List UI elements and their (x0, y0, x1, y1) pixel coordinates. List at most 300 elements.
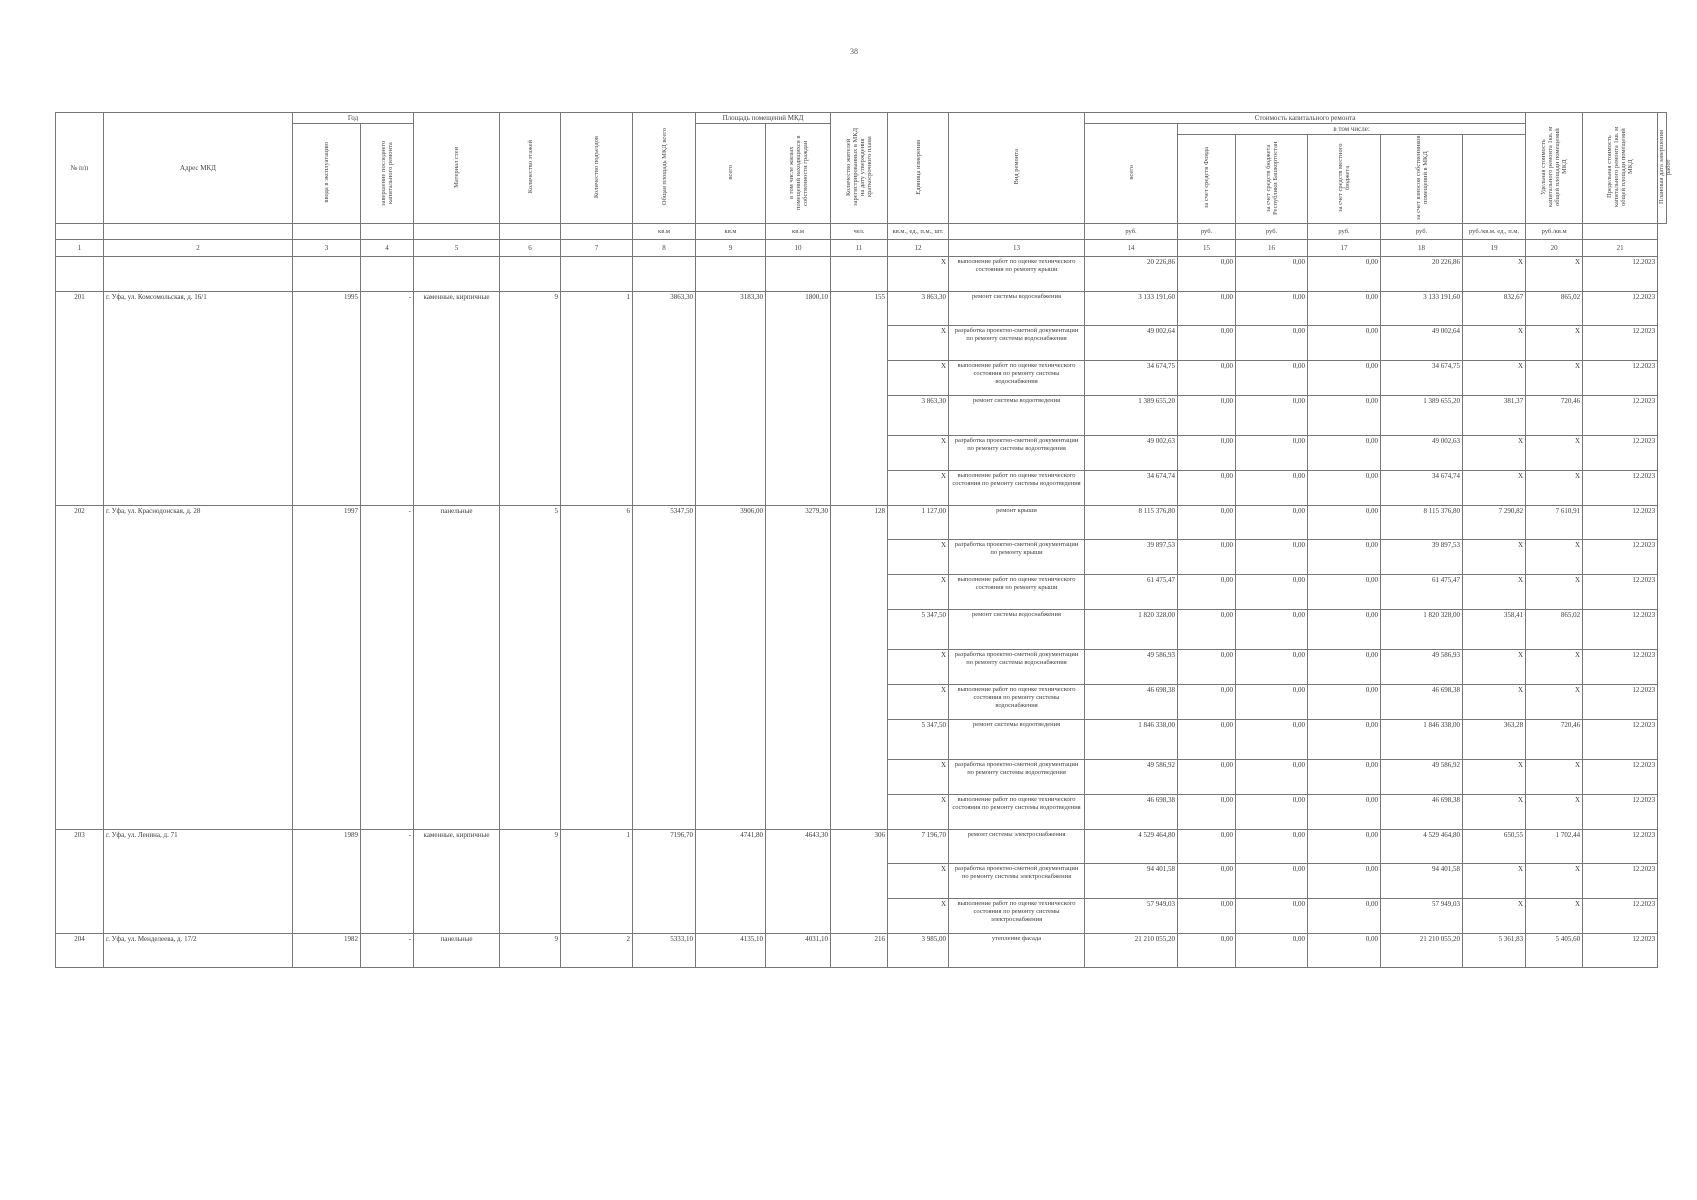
cell-republic: 0,00 (1236, 396, 1308, 436)
cell-owners: 49 002,63 (1381, 436, 1463, 471)
cell-total: 21 210 055,20 (1085, 934, 1178, 968)
header-unit-cost: Удельная стоимость капитального ремонта 1кв. м общей площади помещений МКД (1526, 113, 1583, 224)
cell-total: 20 226,86 (1085, 257, 1178, 292)
cell-max-cost: X (1526, 650, 1583, 685)
cell-work: ремонт системы водоснабжения (949, 292, 1085, 326)
cell-total: 1 389 655,20 (1085, 396, 1178, 436)
column-number-cell: 3 (293, 240, 361, 257)
cell-entrances: 1 (561, 292, 633, 506)
cell-owners: 34 674,74 (1381, 471, 1463, 506)
cell-unit: X (888, 326, 949, 361)
cell-unit-cost: X (1463, 257, 1526, 292)
cell-local: 0,00 (1308, 830, 1381, 864)
cell-max-cost: X (1526, 575, 1583, 610)
cell-unit: X (888, 864, 949, 899)
cell-owners: 21 210 055,20 (1381, 934, 1463, 968)
cell-fund: 0,00 (1178, 326, 1236, 361)
header-address: Адрес МКД (104, 113, 293, 224)
cell-owners: 94 401,58 (1381, 864, 1463, 899)
cell-year: 1997 (293, 506, 361, 830)
column-number-cell: 20 (1526, 240, 1583, 257)
cell-fund: 0,00 (1178, 720, 1236, 760)
cell-owners: 57 949,03 (1381, 899, 1463, 934)
cell-unit-cost: 5 361,83 (1463, 934, 1526, 968)
header-area-all: всего (696, 124, 766, 224)
cell-owners: 34 674,75 (1381, 361, 1463, 396)
cell-max-cost: X (1526, 540, 1583, 575)
cell-date: 12.2023 (1583, 326, 1658, 361)
unit-header-cell: чел. (831, 224, 888, 240)
column-number-cell: 14 (1085, 240, 1178, 257)
cell-republic: 0,00 (1236, 650, 1308, 685)
cell-unit: X (888, 575, 949, 610)
cell-total-area: 5333,10 (633, 934, 696, 968)
cell-unit-cost: 363,28 (1463, 720, 1526, 760)
cell-local: 0,00 (1308, 396, 1381, 436)
cell-unit: X (888, 685, 949, 720)
cell-max-cost: 720,46 (1526, 396, 1583, 436)
cell-unit: X (888, 650, 949, 685)
cell-address: г. Уфа, ул. Ленина, д. 71 (104, 830, 293, 934)
cell-date: 12.2023 (1583, 506, 1658, 540)
cell-local: 0,00 (1308, 575, 1381, 610)
header-total-area: Общая площадь МКД всего (633, 113, 696, 224)
building-row (56, 830, 1667, 864)
cell-fund: 0,00 (1178, 685, 1236, 720)
cell-unit: X (888, 795, 949, 830)
cell-fund: 0,00 (1178, 540, 1236, 575)
cell-unit: X (888, 257, 949, 292)
cell-local: 0,00 (1308, 257, 1381, 292)
cell-max-cost: 7 610,91 (1526, 506, 1583, 540)
header-num: № п/п (56, 113, 104, 224)
cell-owners: 1 389 655,20 (1381, 396, 1463, 436)
cell-residents: 128 (831, 506, 888, 830)
column-number-cell: 16 (1236, 240, 1308, 257)
unit-header-cell: кв.м., ед., п.м., шт. (888, 224, 949, 240)
cell-unit-cost: 832,67 (1463, 292, 1526, 326)
cell-owners: 46 698,38 (1381, 685, 1463, 720)
column-number-cell: 4 (361, 240, 414, 257)
cell-date: 12.2023 (1583, 899, 1658, 934)
cell-fund: 0,00 (1178, 934, 1236, 968)
cell-fund: 0,00 (1178, 575, 1236, 610)
cell-total: 49 586,93 (1085, 650, 1178, 685)
cell-unit: X (888, 760, 949, 795)
cell-local: 0,00 (1308, 436, 1381, 471)
cell-date: 12.2023 (1583, 436, 1658, 471)
units-row (56, 224, 1667, 240)
cell-work: выполнение работ по оценке технического состояния по ремонту крыши (949, 575, 1085, 610)
cell-max-cost: X (1526, 361, 1583, 396)
cell-fund: 0,00 (1178, 506, 1236, 540)
cell-work: утепление фасада (949, 934, 1085, 968)
cell-republic: 0,00 (1236, 506, 1308, 540)
cell-fund: 0,00 (1178, 292, 1236, 326)
unit-header-cell: руб./кв.м. ед., п.м. (1463, 224, 1526, 240)
cell-total: 1 846 338,00 (1085, 720, 1178, 760)
header-cost-local: за счет средств местного бюджета (1308, 135, 1381, 224)
cell-floors: 9 (500, 934, 561, 968)
cell-max-cost: X (1526, 436, 1583, 471)
cell-owners: 46 698,38 (1381, 795, 1463, 830)
cell-fund: 0,00 (1178, 471, 1236, 506)
cell-republic: 0,00 (1236, 899, 1308, 934)
cell-owners: 20 226,86 (1381, 257, 1463, 292)
capital-repair-table-wrapper (55, 112, 1673, 968)
cell-date: 12.2023 (1583, 257, 1658, 292)
cell-max-cost: X (1526, 795, 1583, 830)
cell-date: 12.2023 (1583, 795, 1658, 830)
header-entrances: Количество подъездов (561, 113, 633, 224)
cell-total: 49 586,92 (1085, 760, 1178, 795)
unit-header-cell: кв.м (766, 224, 831, 240)
cell-area-residential: 3279,30 (766, 506, 831, 830)
cell-area-residential: 4643,30 (766, 830, 831, 934)
unit-header-cell (104, 224, 293, 240)
cell-max-cost: 5 405,60 (1526, 934, 1583, 968)
cell-local: 0,00 (1308, 540, 1381, 575)
cell-unit: X (888, 540, 949, 575)
unit-header-cell: руб. (1308, 224, 1381, 240)
cell-republic: 0,00 (1236, 257, 1308, 292)
cell-entrances: 2 (561, 934, 633, 968)
cell-total: 94 401,58 (1085, 864, 1178, 899)
cell-republic: 0,00 (1236, 361, 1308, 396)
cell-area-residential: 1800,10 (766, 292, 831, 506)
cell-republic: 0,00 (1236, 685, 1308, 720)
building-row (56, 506, 1667, 540)
cell-total-area: 7196,70 (633, 830, 696, 934)
cell-unit-cost: X (1463, 650, 1526, 685)
unit-header-cell (1583, 224, 1658, 240)
building-row (56, 934, 1667, 968)
cell-unit: 5 347,50 (888, 610, 949, 650)
cell-area-all: 4135,10 (696, 934, 766, 968)
column-number-cell: 21 (1583, 240, 1658, 257)
cell-fund: 0,00 (1178, 864, 1236, 899)
header-repair-type: Вид ремонта (949, 113, 1085, 224)
cell-unit-cost: X (1463, 436, 1526, 471)
cell-unit-cost: X (1463, 471, 1526, 506)
cell-owners: 1 820 328,00 (1381, 610, 1463, 650)
cell-max-cost: X (1526, 257, 1583, 292)
cell-num: 204 (56, 934, 104, 968)
column-number-cell: 12 (888, 240, 949, 257)
cell-residents: 306 (831, 830, 888, 934)
header-cost-fund: за счет средств Фонда (1178, 135, 1236, 224)
cell-republic: 0,00 (1236, 292, 1308, 326)
cell-owners: 3 133 191,60 (1381, 292, 1463, 326)
cell-date: 12.2023 (1583, 720, 1658, 760)
cell-republic: 0,00 (1236, 934, 1308, 968)
unit-header-cell (949, 224, 1085, 240)
cell-total: 57 949,03 (1085, 899, 1178, 934)
cell-republic: 0,00 (1236, 326, 1308, 361)
cell-date: 12.2023 (1583, 610, 1658, 650)
unit-header-cell (500, 224, 561, 240)
cell-total: 61 475,47 (1085, 575, 1178, 610)
cell-republic: 0,00 (1236, 795, 1308, 830)
cell-last-repair: - (361, 506, 414, 830)
cell-republic: 0,00 (1236, 720, 1308, 760)
cell-max-cost: 1 702,44 (1526, 830, 1583, 864)
cell-owners: 49 586,93 (1381, 650, 1463, 685)
header-year-last-repair: завершение последнего капитального ремонта (361, 124, 414, 224)
cell-year: 1995 (293, 292, 361, 506)
cell-republic: 0,00 (1236, 830, 1308, 864)
column-number-cell: 2 (104, 240, 293, 257)
column-numbers-row (56, 240, 1667, 257)
cell-republic: 0,00 (1236, 864, 1308, 899)
cell-unit-cost: X (1463, 575, 1526, 610)
cell-date: 12.2023 (1583, 292, 1658, 326)
column-number-cell: 1 (56, 240, 104, 257)
cell-owners: 61 475,47 (1381, 575, 1463, 610)
cell-unit-cost: X (1463, 864, 1526, 899)
cell-total-area: 5347,50 (633, 506, 696, 830)
cell-work: ремонт системы водоотведения (949, 396, 1085, 436)
cell-date: 12.2023 (1583, 471, 1658, 506)
cell-unit-cost: 650,55 (1463, 830, 1526, 864)
cell-total: 1 820 328,00 (1085, 610, 1178, 650)
column-number-cell: 6 (500, 240, 561, 257)
unit-header-cell: руб./кв.м (1526, 224, 1583, 240)
header-area-residential: в том числе жилых помещений находящихся в собственности граждан (766, 124, 831, 224)
cell-date: 12.2023 (1583, 540, 1658, 575)
header-planned-date: Плановая дата завершения работ (1658, 113, 1667, 224)
cell-owners: 4 529 464,80 (1381, 830, 1463, 864)
cell-local: 0,00 (1308, 899, 1381, 934)
cell-work: выполнение работ по оценке технического состояния по ремонту системы водоотведения (949, 471, 1085, 506)
cell-unit-cost: X (1463, 795, 1526, 830)
cell-local: 0,00 (1308, 760, 1381, 795)
cell-unit: 5 347,50 (888, 720, 949, 760)
table-header (56, 113, 1673, 257)
cell-fund: 0,00 (1178, 396, 1236, 436)
cell-unit: 3 863,30 (888, 292, 949, 326)
header-floors: Количество этажей (500, 113, 561, 224)
cell-num: 203 (56, 830, 104, 934)
unit-header-cell: руб. (1381, 224, 1463, 240)
cell-last-repair: - (361, 934, 414, 968)
cell-date: 12.2023 (1583, 396, 1658, 436)
cell-local: 0,00 (1308, 326, 1381, 361)
column-number-cell: 8 (633, 240, 696, 257)
cell-year: 1989 (293, 830, 361, 934)
cell-unit-cost: X (1463, 685, 1526, 720)
header-year-group: Год (293, 113, 414, 124)
column-number-cell: 15 (1178, 240, 1236, 257)
unit-header-cell: кв.м (696, 224, 766, 240)
cell-fund: 0,00 (1178, 257, 1236, 292)
cell-total-area: 3863,30 (633, 292, 696, 506)
cell-entrances: 6 (561, 506, 633, 830)
cell-date: 12.2023 (1583, 934, 1658, 968)
cell-work: разработка проектно-сметной документации по ремонту системы водоотведения (949, 436, 1085, 471)
cell-fund: 0,00 (1178, 361, 1236, 396)
cell-fund: 0,00 (1178, 650, 1236, 685)
unit-header-cell: руб. (1178, 224, 1236, 240)
cell-work: выполнение работ по оценке технического состояния по ремонту крыши (949, 257, 1085, 292)
cell-local: 0,00 (1308, 471, 1381, 506)
cell-material: каменные, кирпичные (414, 830, 500, 934)
cell-work: выполнение работ по оценке технического состояния по ремонту системы водоснабжения (949, 685, 1085, 720)
cell-max-cost: X (1526, 685, 1583, 720)
cell-material: панельные (414, 506, 500, 830)
cell-last-repair: - (361, 292, 414, 506)
cell-entrances: 1 (561, 830, 633, 934)
cell-floors: 9 (500, 292, 561, 506)
cell-unit-cost: X (1463, 326, 1526, 361)
column-number-cell: 7 (561, 240, 633, 257)
continuation-row (56, 257, 1667, 292)
cell-work: разработка проектно-сметной документации по ремонту системы водоснабжения (949, 650, 1085, 685)
unit-header-cell: руб. (1085, 224, 1178, 240)
cell-address: г. Уфа, ул. Комсомольская, д. 16/1 (104, 292, 293, 506)
column-number-cell: 19 (1463, 240, 1526, 257)
unit-header-cell (56, 224, 104, 240)
cell-local: 0,00 (1308, 795, 1381, 830)
cell-work: выполнение работ по оценке технического состояния по ремонту системы водоотведения (949, 795, 1085, 830)
cell-date: 12.2023 (1583, 864, 1658, 899)
header-wall-material: Материал стен (414, 113, 500, 224)
header-unit-measure: Единица измерения (888, 113, 949, 224)
unit-header-cell (414, 224, 500, 240)
cell-fund: 0,00 (1178, 830, 1236, 864)
cell-work: ремонт крыши (949, 506, 1085, 540)
cell-unit-cost: X (1463, 899, 1526, 934)
cell-owners: 39 897,53 (1381, 540, 1463, 575)
cell-total: 3 133 191,60 (1085, 292, 1178, 326)
cell-total: 34 674,75 (1085, 361, 1178, 396)
header-premises-area-group: Площадь помещений МКД (696, 113, 831, 124)
header-max-cost: Предельная стоимость капитального ремонта 1кв. м общей площади помещений МКД (1583, 113, 1658, 224)
cell-date: 12.2023 (1583, 650, 1658, 685)
column-number-cell: 5 (414, 240, 500, 257)
header-cost-including: в том числе: (1178, 124, 1526, 135)
cell-area-all: 3906,00 (696, 506, 766, 830)
cell-owners: 49 002,64 (1381, 326, 1463, 361)
cell-work: ремонт системы водоотведения (949, 720, 1085, 760)
cell-work: разработка проектно-сметной документации по ремонту системы водоотведения (949, 760, 1085, 795)
column-number-cell: 9 (696, 240, 766, 257)
page-number: 38 (850, 47, 858, 56)
cell-owners: 1 846 338,00 (1381, 720, 1463, 760)
cell-unit: X (888, 361, 949, 396)
cell-total: 49 002,64 (1085, 326, 1178, 361)
cell-max-cost: 720,46 (1526, 720, 1583, 760)
cell-owners: 49 586,92 (1381, 760, 1463, 795)
cell-republic: 0,00 (1236, 471, 1308, 506)
cell-material: панельные (414, 934, 500, 968)
cell-unit: X (888, 436, 949, 471)
cell-unit-cost: 7 290,82 (1463, 506, 1526, 540)
cell-unit: 7 196,70 (888, 830, 949, 864)
unit-header-cell: руб. (1236, 224, 1308, 240)
cell-area-all: 4741,80 (696, 830, 766, 934)
cell-max-cost: X (1526, 864, 1583, 899)
cell-date: 12.2023 (1583, 685, 1658, 720)
unit-header-cell (293, 224, 361, 240)
column-number-cell: 10 (766, 240, 831, 257)
cell-total: 8 115 376,80 (1085, 506, 1178, 540)
cell-max-cost: X (1526, 326, 1583, 361)
cell-residents: 216 (831, 934, 888, 968)
cell-local: 0,00 (1308, 361, 1381, 396)
cell-year: 1982 (293, 934, 361, 968)
cell-local: 0,00 (1308, 720, 1381, 760)
cell-address: г. Уфа, ул. Краснодонская, д. 28 (104, 506, 293, 830)
cell-work: разработка проектно-сметной документации по ремонту крыши (949, 540, 1085, 575)
column-number-cell: 17 (1308, 240, 1381, 257)
cell-unit-cost: X (1463, 361, 1526, 396)
cell-unit-cost: 381,37 (1463, 396, 1526, 436)
cell-num: 201 (56, 292, 104, 506)
header-cost-total: всего (1085, 124, 1178, 224)
cell-area-residential: 4031,10 (766, 934, 831, 968)
cell-total: 39 897,53 (1085, 540, 1178, 575)
column-number-cell: 13 (949, 240, 1085, 257)
cell-republic: 0,00 (1236, 540, 1308, 575)
building-row (56, 292, 1667, 326)
cell-total: 4 529 464,80 (1085, 830, 1178, 864)
cell-unit: 1 127,00 (888, 506, 949, 540)
cell-max-cost: 865,02 (1526, 292, 1583, 326)
cell-floors: 5 (500, 506, 561, 830)
cell-material: каменные, кирпичные (414, 292, 500, 506)
cell-fund: 0,00 (1178, 436, 1236, 471)
cell-republic: 0,00 (1236, 760, 1308, 795)
cell-local: 0,00 (1308, 864, 1381, 899)
cell-republic: 0,00 (1236, 610, 1308, 650)
cell-work: разработка проектно-сметной документации по ремонту системы водоснабжения (949, 326, 1085, 361)
column-number-cell: 18 (1381, 240, 1463, 257)
cell-max-cost: X (1526, 760, 1583, 795)
cell-max-cost: X (1526, 471, 1583, 506)
cell-fund: 0,00 (1178, 610, 1236, 650)
table-body (56, 257, 1667, 968)
cell-unit-cost: 358,41 (1463, 610, 1526, 650)
cell-date: 12.2023 (1583, 361, 1658, 396)
cell-unit: X (888, 899, 949, 934)
header-cost-republic: за счет средств бюджета Республики Башкортостан (1236, 135, 1308, 224)
cell-date: 12.2023 (1583, 575, 1658, 610)
cell-work: выполнение работ по оценке технического состояния по ремонту системы водоснабжения (949, 361, 1085, 396)
cell-unit: 3 863,30 (888, 396, 949, 436)
header-residents: Количество жителей зарегистрированных в МКД на дату утверждения краткосрочного плана (831, 113, 888, 224)
header-cost-group: Стоимость капитального ремонта (1085, 113, 1526, 124)
cell-unit-cost: X (1463, 540, 1526, 575)
header-year-commission: ввода в эксплуатацию (293, 124, 361, 224)
cell-fund: 0,00 (1178, 760, 1236, 795)
cell-total: 46 698,38 (1085, 795, 1178, 830)
cell-unit-cost: X (1463, 760, 1526, 795)
cell-address: г. Уфа, ул. Менделеева, д. 17/2 (104, 934, 293, 968)
unit-header-cell (561, 224, 633, 240)
cell-total: 49 002,63 (1085, 436, 1178, 471)
cell-local: 0,00 (1308, 650, 1381, 685)
column-number-cell: 11 (831, 240, 888, 257)
cell-area-all: 3183,30 (696, 292, 766, 506)
unit-header-cell: кв.м (633, 224, 696, 240)
cell-max-cost: X (1526, 899, 1583, 934)
cell-total: 34 674,74 (1085, 471, 1178, 506)
cell-date: 12.2023 (1583, 830, 1658, 864)
capital-repair-table (55, 112, 1673, 968)
cell-local: 0,00 (1308, 934, 1381, 968)
cell-local: 0,00 (1308, 292, 1381, 326)
